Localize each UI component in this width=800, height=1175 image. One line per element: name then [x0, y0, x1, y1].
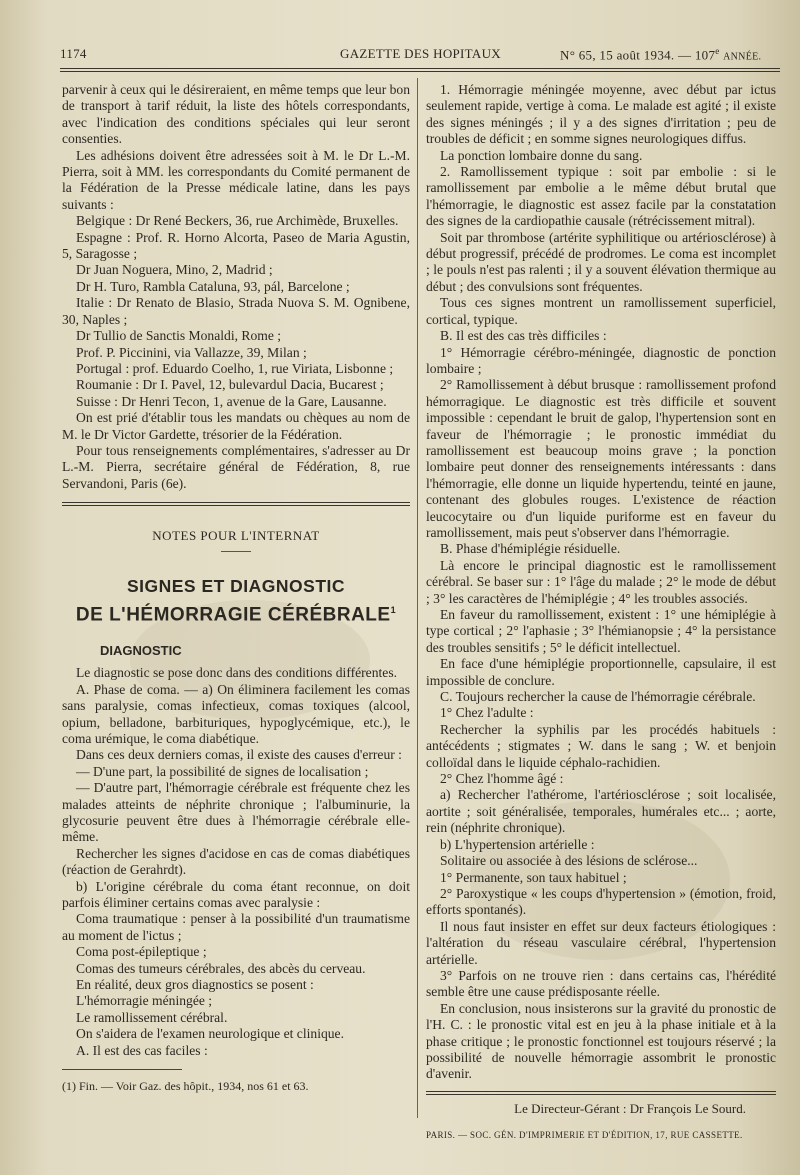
paragraph: Suisse : Dr Henri Tecon, 1, avenue de la Gare, Lausanne. — [76, 393, 387, 409]
paragraph: 3° Parfois on ne trouve rien : dans certains cas, l'hérédité semble être une cause prédisposante réelle. — [426, 967, 776, 1000]
paragraph: parvenir à ceux qui le désireraient, en même temps que leur bon de transport à tarif réduit, la liste des hôtels correspondants, avec l'indication des conditions spéciales qui leur seront consenties. — [62, 82, 411, 147]
paragraph: 2. Ramollissement typique : soit par embolie : si le ramollissement par embolie a le même début brutal que l'hémorragie, le diagnostic est assez facile par la constatation des signes de la cardiopathie causale (rétrécissement mitral). — [426, 164, 776, 229]
paragraph: Dr Juan Noguera, Mino, 2, Madrid ; — [76, 262, 273, 278]
paragraph: Là encore le principal diagnostic est le ramollissement cérébral. Se baser sur : 1° l'âge du malade ; 2° le mode de début ; 3° les caractères de l'hémiplégie ; 4° les troubles associés. — [426, 557, 776, 606]
header-rule — [60, 68, 780, 72]
article-title-text: DE L'HÉMORRAGIE CÉRÉBRALE — [75, 603, 391, 625]
paragraph: 1° Permanente, son taux habituel ; — [440, 869, 627, 885]
paragraph: Tous ces signes montrent un ramollissement superficiel, cortical, typique. — [426, 295, 776, 327]
paragraph: Roumanie : Dr I. Pavel, 12, bulevardul Dacia, Bucarest ; — [76, 377, 384, 393]
paragraph: Italie : Dr Renato de Blasio, Strada Nuova S. M. Ognibene, 30, Naples ; — [62, 295, 410, 327]
paragraph: L'hémorragie méningée ; — [76, 993, 213, 1009]
article-body-left — [62, 665, 410, 1059]
journal-name: GAZETTE DES HOPITAUX — [340, 46, 501, 61]
paragraph: En faveur du ramollissement, existent : 1° une hémiplégie à type cortical ; 2° l'aphasie ; 3° l'hémianopsie ; 4° la persistance des troubles sensitifs ; 5° le déficit intellectuel. — [426, 607, 776, 655]
paragraph: Le ramollissement cérébral. — [76, 1009, 228, 1025]
paragraph: Dr Tullio de Sanctis Monaldi, Rome ; — [76, 328, 282, 344]
paragraph: Rechercher la syphilis par les procédés habituels : antécédents ; stigmates ; W. dans le sang ; W. et benjoin colloïdal dans le liquide céphalo-rachidien. — [426, 721, 776, 770]
paragraph: — D'autre part, l'hémorragie cérébrale est fréquente chez les malades atteints de néphrite chronique ; l'albuminurie, la glycosurie peuvent être dues à l'hémorragie cérébrale elle-même. — [62, 780, 410, 845]
paragraph: En conclusion, nous insisterons sur la gravité du pronostic de l'H. C. : le pronostic vital est en jeu à la phase initiale et à la phase critique ; le pronostic fonctionnel est toujours réservé ; la possibilité de nouvelle hémorragie assombrit le pronostic d'avenir. — [426, 1000, 776, 1082]
paragraph: — D'une part, la possibilité de signes de localisation ; — [76, 763, 369, 779]
paragraph: Comas des tumeurs cérébrales, des abcès du cerveau. — [76, 960, 366, 976]
paragraph: 1° Hémorragie cérébro-méningée, diagnostic de ponction lombaire ; — [426, 344, 776, 376]
director-signature: Le Directeur-Gérant : Dr François Le Sourd. — [514, 1100, 746, 1116]
footer-rule — [426, 1091, 776, 1095]
paragraph: A. Phase de coma. — a) On éliminera facilement les comas sans paralysie, comas infectieux, comas toxiques (alcool, opium, belladone, barbituriques, hypoglycémique, etc.), le coma urémique, le coma diabétique. — [62, 681, 410, 746]
paragraph: a) Rechercher l'athérome, l'artériosclérose ; soit localisée, aortite ; soit généralisée, temporales, humérales etc... ; aorte, rein (néphrite chronique). — [426, 787, 776, 836]
paragraph: 1. Hémorragie méningée moyenne, avec début par ictus seulement rapide, vertige à coma. Le malade est agité ; il existe des signes méningés ; il y a des signes d'irritation ; peu de troubles de déficit ; en somme signes neurologiques diffus. — [426, 82, 776, 147]
paragraph: 2° Chez l'homme âgé : — [440, 771, 564, 787]
paragraph: B. Phase d'hémiplégie résiduelle. — [440, 541, 621, 557]
paragraph: A. Il est des cas faciles : — [76, 1042, 208, 1058]
paragraph: On s'aidera de l'examen neurologique et clinique. — [76, 1026, 344, 1042]
paragraph: b) L'hypertension artérielle : — [440, 836, 595, 852]
paragraph: B. Il est des cas très difficiles : — [440, 328, 607, 344]
paragraph: Portugal : prof. Eduardo Coelho, 1, rue Viriata, Lisbonne ; — [76, 360, 394, 376]
subhead-diagnostic: DIAGNOSTIC — [100, 642, 182, 658]
paragraph: Espagne : Prof. R. Horno Alcorta, Paseo de Maria Agustin, 5, Saragosse ; — [62, 229, 410, 262]
paragraph: Rechercher les signes d'acidose en cas de comas diabétiques (réaction de Gerahrdt). — [62, 845, 410, 878]
right-column — [426, 82, 776, 1144]
paragraph: Coma traumatique : penser à la possibilité d'un traumatisme au moment de l'ictus ; — [62, 911, 410, 943]
paragraph: 2° Ramollissement à début brusque : ramollissement profond hémorragique. Le diagnostic est très difficile et souvent impossible : cependant le bruit de galop, l'hypertension sont en faveur de l'hémorragie ; le pronostic immédiat du ramollissement est beaucoup moins grave ; la ponction lombaire peut donner des renseignements intéressants : dans l'hémorragie, elle donne un liquide hypertendu, teinté en jaune, contenant des globules rouges. L'existence de réaction leucocytaire ou d'un liquide puriforme est en faveur du ramollissement, mais peut s'observer dans l'hémorragie. — [426, 377, 776, 540]
issue-date: N° 65, 15 août 1934. — 107 — [560, 47, 716, 63]
paragraph: b) L'origine cérébrale du coma étant reconnue, on doit parfois éliminer certains comas avec paralysie : — [62, 878, 410, 910]
column-divider — [417, 78, 418, 1118]
issue-info — [560, 46, 761, 63]
paragraph: Belgique : Dr René Beckers, 36, rue Archimède, Bruxelles. — [76, 213, 399, 229]
page-number: 1174 — [60, 46, 87, 61]
paragraph: Dr H. Turo, Rambla Cataluna, 93, pál, Barcelone ; — [76, 278, 350, 294]
paragraph: 2° Paroxystique « les coups d'hypertension » (émotion, froid, efforts spontanés). — [426, 885, 776, 918]
article-title-line2 — [62, 598, 410, 627]
article-body-right — [426, 82, 776, 1083]
paragraph: Coma post-épileptique ; — [76, 944, 207, 960]
footnote: (1) Fin. — Voir Gaz. des hôpit., 1934, nos 61 et 63. — [62, 1079, 309, 1094]
title-dash — [221, 551, 251, 552]
section-rule — [62, 502, 410, 506]
paragraph: Soit par thrombose (artérite syphilitique ou artériosclérose) à début progressif, précédé de prodromes. Le coma est incomplet ; le pouls n'est pas ralenti ; il y a souvent élévation thermique au début ; des convulsions sont fréquentes. — [426, 229, 776, 294]
footnote-rule — [62, 1069, 182, 1070]
paragraph: 1° Chez l'adulte : — [440, 705, 534, 721]
paragraph: On est prié d'établir tous les mandats ou chèques au nom de M. le Dr Victor Gardette, trésorier de la Fédération. — [62, 410, 410, 442]
paragraph: Le diagnostic se pose donc dans des conditions différentes. — [76, 665, 398, 681]
paragraph: En face d'une hémiplégie proportionnelle, capsulaire, il est impossible de conclure. — [426, 656, 776, 688]
paragraph: Solitaire ou associée à des lésions de sclérose... — [440, 853, 698, 869]
footnote-marker: 1 — [390, 604, 397, 615]
article-title-line1: SIGNES ET DIAGNOSTIC — [126, 575, 346, 596]
issue-ordinal: e — [715, 46, 720, 56]
paragraph: Pour tous renseignements complémentaires, s'adresser au Dr L.-M. Pierra, secrétaire général de Fédération, 8, rue Servandoni, Paris (6e). — [62, 442, 410, 491]
printer-imprint: PARIS. — SOC. GÉN. D'IMPRIMERIE ET D'ÉDITION, 17, RUE CASSETTE. — [426, 1130, 743, 1141]
paragraph: Dans ces deux derniers comas, il existe des causes d'erreur : — [76, 747, 402, 763]
paragraph: La ponction lombaire donne du sang. — [440, 147, 643, 163]
paragraph: Les adhésions doivent être adressées soit à M. le Dr L.-M. Pierra, soit à MM. les correspondants du Comité permanent de la Fédération de la Presse médicale latine, dans les pays suivants : — [62, 147, 410, 212]
section-title: NOTES POUR L'INTERNAT — [152, 528, 320, 544]
paragraph: Prof. P. Piccinini, via Vallazze, 39, Milan ; — [76, 344, 307, 360]
page-header — [60, 44, 780, 66]
paragraph: Il nous faut insister en effet sur deux facteurs étiologiques : l'altération du réseau vasculaire cérébral, l'hypertension artérielle. — [426, 918, 776, 967]
paragraph: En réalité, deux gros diagnostics se posent : — [76, 977, 314, 993]
issue-year-label: ANNÉE. — [723, 51, 762, 63]
paragraph: C. Toujours rechercher la cause de l'hémorragie cérébrale. — [440, 689, 756, 705]
left-announcement — [62, 82, 410, 492]
left-column — [62, 82, 410, 1094]
